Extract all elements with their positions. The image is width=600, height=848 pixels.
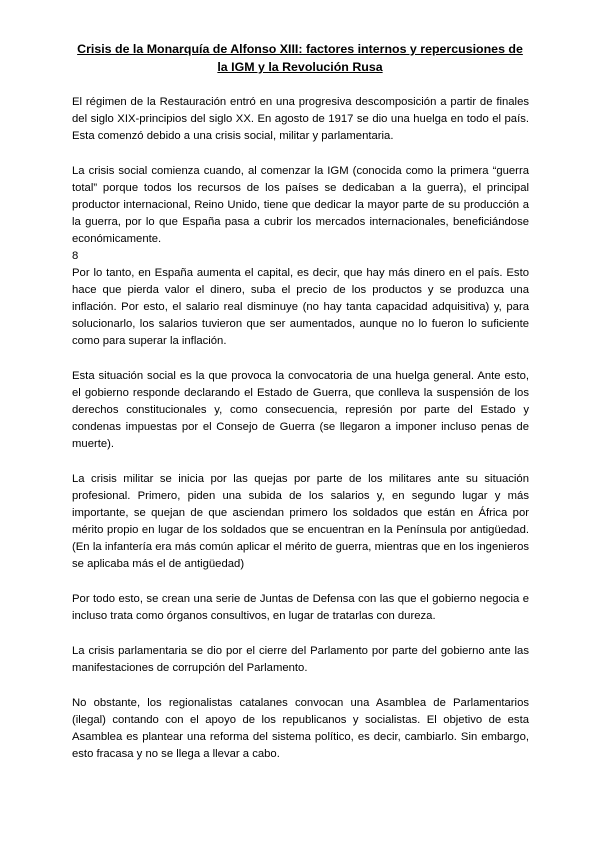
paragraph-inflation: Por lo tanto, en España aumenta el capital, es decir, que hay más dinero en el país. Esto hace que pierda valor el dinero, suba el precio de los productos y se produzca una inflación. Por esto, el salario real disminuye (no hay tanta capacidad adquisitiva) y, para solucionarlo, los salarios tuvieron que ser aumentados, aunque no lo fueron lo suficiente como para superar la inflación. — [72, 267, 529, 347]
document-title: Crisis de la Monarquía de Alfonso XIII: factores internos y repercusiones de la IGM y la Revolución Rusa — [77, 42, 523, 74]
paragraph-introduction: El régimen de la Restauración entró en una progresiva descomposición a partir de finales del siglo XIX-principios del siglo XX. En agosto de 1917 se dio una huelga en todo el país. Esta comenzó debido a una crisis social, militar y parlamentaria. — [72, 96, 529, 142]
paragraph-military-crisis: La crisis militar se inicia por las quejas por parte de los militares ante su situación profesional. Primero, piden una subida de los salarios y, en segundo lugar y más importante, se quejan de que asciendan primero los soldados que están en África por mérito propio en lugar de los soldados que se encuentran en la Península por antigüedad. (En la infantería era más común aplicar el mérito de guerra, mientras que en los ingenieros se aplicaba más el de antigüedad) — [72, 473, 529, 570]
paragraph-social-crisis: La crisis social comienza cuando, al comenzar la IGM (conocida como la primera “guerra total” porque todos los recursos de los países se dedicaban a la guerra), el principal productor internacional, Reino Unido, tiene que dedicar la mayor parte de su producción a la guerra, por lo que España pasa a cubrir los mercados internacionales, beneficiándose económicamente. — [72, 165, 529, 245]
paragraph-general-strike: Esta situación social es la que provoca la convocatoria de una huelga general. Ante esto, el gobierno responde declarando el Estado de Guerra, que conlleva la suspensión de los derechos constitucionales y, como consecuencia, represión por parte del Estado y condenas impuestas por el Consejo de Guerra (se llegaron a imponer incluso penas de muerte). — [72, 370, 529, 450]
stray-page-marker: 8 — [72, 250, 79, 262]
paragraph-asamblea: No obstante, los regionalistas catalanes convocan una Asamblea de Parlamentarios (ilegal) contando con el apoyo de los republicanos y socialistas. El objetivo de esta Asamblea es plantear una reforma del sistema político, es decir, cambiarlo. Sin embargo, esto fracasa y no se llega a llevar a cabo. — [72, 697, 529, 760]
paragraph-juntas-defensa: Por todo esto, se crean una serie de Juntas de Defensa con las que el gobierno negocia e incluso trata como órganos consultivos, en lugar de tratarlas con dureza. — [72, 593, 529, 622]
document-body — [72, 94, 529, 781]
paragraph-parliamentary-crisis: La crisis parlamentaria se dio por el cierre del Parlamento por parte del gobierno ante las manifestaciones de corrupción del Parlamento. — [72, 645, 529, 674]
